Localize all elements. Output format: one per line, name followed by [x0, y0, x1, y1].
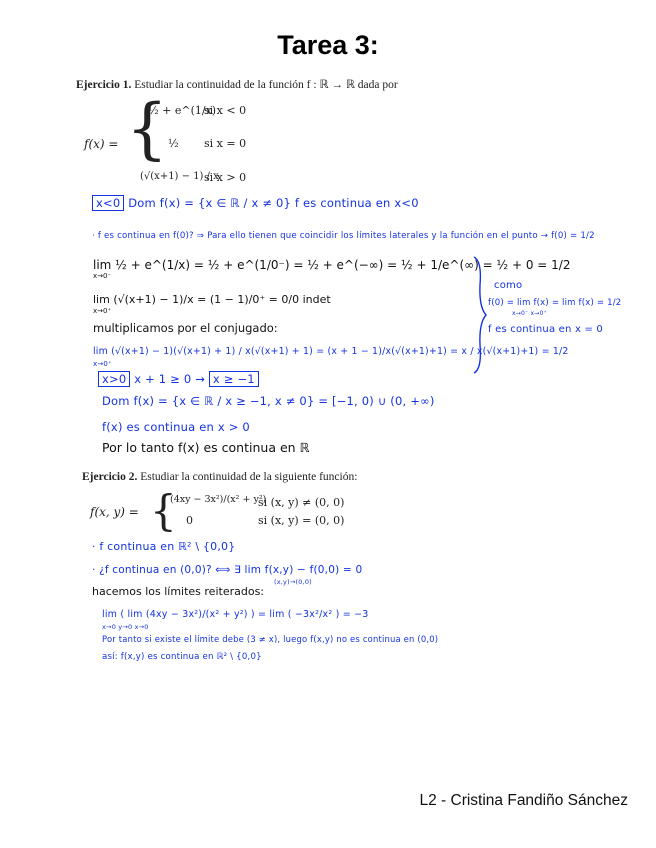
exercise-2-prompt: Estudiar la continuidad de la siguiente función:: [140, 471, 358, 483]
exercise-2-case2-cond: si (x, y) = (0, 0): [258, 514, 345, 527]
exercise-1-case1-cond: si x < 0: [204, 104, 247, 117]
ej1-hw-line9: f(x) es continua en x > 0: [102, 420, 250, 434]
ej1-hw-result-box: x ≥ −1: [209, 371, 259, 387]
ej1-hw-line7: [98, 372, 259, 386]
ej1-hw-case-box-2: x>0: [98, 371, 130, 387]
page-title: Tarea 3:: [277, 30, 379, 60]
ej1-hw-ineq: x + 1 ≥ 0 →: [134, 372, 206, 386]
exercise-2-function-name: f(x, y) =: [90, 505, 139, 519]
ej1-hw-domain-text: Dom f(x) = {x ∈ ℝ / x ≠ 0} f es continua en x<0: [128, 196, 419, 210]
exercise-1-case2-expr: ½: [168, 137, 179, 150]
ej1-hw-line5: multiplicamos por el conjugado:: [93, 321, 278, 335]
exercise-1-case3-cond: si x > 0: [204, 171, 247, 184]
ej1-hw-line6: lim (√(x+1) − 1)(√(x+1) + 1) / x(√(x+1) + 1) = (x + 1 − 1)/x(√(x+1)+1) = x / x(√(x+1)+1) = 1/2: [93, 346, 569, 357]
exercise-2-case2-expr: 0: [186, 514, 193, 527]
ej2-hw-line2-sub: (x,y)→(0,0): [274, 578, 312, 586]
exercise-1-case3-expr: (√(x+1) − 1) / x: [140, 171, 219, 182]
ej1-hw-line3-sub: x→0⁻: [93, 272, 112, 280]
author-footer: L2 - Cristina Fandiño Sánchez: [419, 792, 628, 809]
exercise-1-label: Ejercicio 1.: [76, 79, 132, 91]
ej1-hw-line6-sub: x→0⁺: [93, 360, 112, 368]
ej1-hw-line2: · f es continua en f(0)? ⇒ Para ello tienen que coincidir los límites laterales y la función en el punto → f(0) = 1/2: [92, 231, 595, 241]
ej2-hw-line2: · ¿f continua en (0,0)? ⟺ ∃ lim f(x,y) − f(0,0) = 0: [92, 564, 363, 576]
ej1-hw-line1: [92, 196, 419, 210]
ej1-hw-line3: lim ½ + e^(1/x) = ½ + e^(1/0⁻) = ½ + e^(−∞) = ½ + 1/e^(∞) = ½ + 0 = 1/2: [93, 258, 571, 272]
ej1-hw-line10: Por lo tanto f(x) es continua en ℝ: [102, 440, 310, 455]
ej2-hw-line4: lim ( lim (4xy − 3x²)/(x² + y²) ) = lim ( −3x²/x² ) = −3: [102, 609, 369, 620]
ej1-hw-line4-sub: x→0⁺: [93, 307, 112, 315]
ej2-hw-line4-sub: x→0 y→0 x→0: [102, 623, 149, 631]
ej2-hw-line1: · f continua en ℝ² \ {0,0}: [92, 540, 236, 553]
exercise-2-label: Ejercicio 2.: [82, 471, 138, 483]
ej1-side-brace: [470, 255, 490, 375]
exercise-1-prompt: Estudiar la continuidad de la función f : ℝ → ℝ dada por: [134, 79, 398, 91]
exercise-2-case1-cond: si (x, y) ≠ (0, 0): [258, 496, 345, 509]
exercise-1-case2-cond: si x = 0: [204, 137, 247, 150]
ej2-hw-line6: así: f(x,y) es continua en ℝ² \ {0,0}: [102, 652, 262, 662]
ej1-side-note-1: como: [494, 280, 523, 291]
ej1-side-note-2-sub: x→0⁻ x→0⁺: [512, 310, 547, 317]
exercise-1-case1-expr: ½ + e^(1/x): [148, 104, 217, 117]
ej1-hw-case-box: x<0: [92, 195, 124, 211]
exercise-2-brace: {: [150, 486, 177, 535]
ej1-hw-line8: Dom f(x) = {x ∈ ℝ / x ≥ −1, x ≠ 0} = [−1, 0) ∪ (0, +∞): [102, 394, 435, 408]
exercise-1-brace: {: [126, 90, 168, 167]
ej2-hw-line3: hacemos los límites reiterados:: [92, 585, 265, 598]
ej1-hw-line4: lim (√(x+1) − 1)/x = (1 − 1)/0⁺ = 0/0 indet: [93, 293, 331, 306]
exercise-2-case1-expr: (4xy − 3x²)/(x² + y²): [170, 494, 267, 505]
exercise-1-function-name: f(x) =: [84, 137, 119, 151]
exercise-1-statement: [76, 77, 398, 91]
ej2-hw-line5: Por tanto si existe el límite debe (3 ≠ x), luego f(x,y) no es continua en (0,0): [102, 634, 439, 644]
exercise-2-statement: [82, 471, 357, 483]
ej1-side-note-2: f(0) = lim f(x) = lim f(x) = 1/2: [488, 298, 622, 308]
ej1-side-note-3: f es continua en x = 0: [488, 324, 603, 335]
